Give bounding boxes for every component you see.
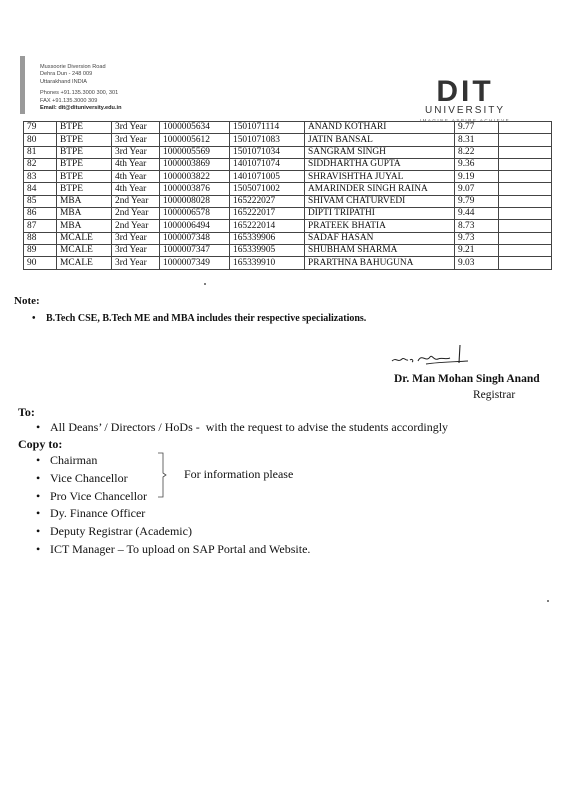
student-name-cell: PRATEEK BHATIA [305, 220, 455, 232]
cgpa-cell: 9.03 [455, 257, 499, 269]
serial-number-cell: 82 [24, 158, 57, 170]
roll-number-cell: 1505071002 [230, 183, 305, 195]
serial-number-cell: 90 [24, 257, 57, 269]
serial-number-cell: 88 [24, 232, 57, 244]
year-cell: 4th Year [112, 183, 160, 195]
cgpa-cell: 9.44 [455, 208, 499, 220]
branch-cell: MCALE [57, 244, 112, 256]
cgpa-cell: 8.31 [455, 134, 499, 146]
results-table-body [24, 122, 552, 270]
student-id-cell: 1000007349 [160, 257, 230, 269]
serial-number-cell: 81 [24, 146, 57, 158]
scan-speck [204, 283, 206, 285]
table-row [24, 158, 552, 170]
empty-cell [499, 171, 552, 183]
student-name-cell: DIPTI TRIPATHI [305, 208, 455, 220]
student-name-cell: SHUBHAM SHARMA [305, 244, 455, 256]
address-line-1: Mussoorie Diversion Road [40, 64, 106, 70]
student-name-cell: PRARTHNA BAHUGUNA [305, 257, 455, 269]
table-row [24, 171, 552, 183]
table-row [24, 232, 552, 244]
branch-cell: MBA [57, 195, 112, 207]
branch-cell: BTPE [57, 158, 112, 170]
copy-to-item-text: Pro Vice Chancellor [50, 488, 148, 503]
student-name-cell: SHRAVISHTHA JUYAL [305, 171, 455, 183]
phone-line: Phones +91.135.3000 300, 301 [40, 90, 119, 97]
table-row [24, 195, 552, 207]
roll-number-cell: 1501071034 [230, 146, 305, 158]
student-name-cell: SHIVAM CHATURVEDI [305, 195, 455, 207]
student-id-cell: 1000005569 [160, 146, 230, 158]
serial-number-cell: 85 [24, 195, 57, 207]
note-text: B.Tech CSE, B.Tech ME and MBA includes their respective specializations. [46, 313, 367, 324]
branch-cell: MBA [57, 220, 112, 232]
address-line-2: Dehra Dun - 248 009 [40, 71, 93, 78]
university-address [40, 64, 122, 112]
address-line-3: Uttarakhand INDIA [40, 78, 87, 85]
cgpa-cell: 8.73 [455, 220, 499, 232]
empty-cell [499, 220, 552, 232]
roll-number-cell: 165222027 [230, 195, 305, 207]
cgpa-cell: 9.77 [455, 122, 499, 134]
year-cell: 3rd Year [112, 146, 160, 158]
copy-to-item-text: ICT Manager – To upload on SAP Portal and Website. [50, 541, 311, 556]
student-name-cell: SANGRAM SINGH [305, 146, 455, 158]
branch-cell: MCALE [57, 232, 112, 244]
student-id-cell: 1000007347 [160, 244, 230, 256]
serial-number-cell: 86 [24, 208, 57, 220]
cgpa-cell: 9.07 [455, 183, 499, 195]
signature-icon [388, 341, 480, 369]
empty-cell [499, 195, 552, 207]
cgpa-cell: 9.19 [455, 171, 499, 183]
results-table [23, 121, 552, 270]
year-cell: 2nd Year [112, 208, 160, 220]
table-row [24, 244, 552, 256]
branch-cell: BTPE [57, 146, 112, 158]
student-name-cell: ANAND KOTHARI [305, 122, 455, 134]
copy-to-item-text: Chairman [50, 453, 98, 467]
scan-speck [547, 600, 549, 602]
student-id-cell: 1000006578 [160, 208, 230, 220]
for-information-note: For information please [184, 467, 294, 481]
student-name-cell: SIDDHARTHA GUPTA [305, 158, 455, 170]
copy-to-heading: Copy to: [18, 437, 63, 451]
year-cell: 2nd Year [112, 220, 160, 232]
table-row [24, 183, 552, 195]
serial-number-cell: 84 [24, 183, 57, 195]
year-cell: 3rd Year [112, 134, 160, 146]
roll-number-cell: 1501071083 [230, 134, 305, 146]
empty-cell [499, 134, 552, 146]
bullet-icon: • [36, 420, 41, 434]
signatory-name: Dr. Man Mohan Singh Anand [394, 373, 540, 385]
roll-number-cell: 165339906 [230, 232, 305, 244]
letterhead-bar [20, 56, 25, 114]
year-cell: 3rd Year [112, 232, 160, 244]
empty-cell [499, 146, 552, 158]
table-row [24, 208, 552, 220]
email-line: Email: dit@dituniversity.edu.in [40, 105, 122, 112]
cgpa-cell: 8.22 [455, 146, 499, 158]
branch-cell: MBA [57, 208, 112, 220]
roll-number-cell: 165222014 [230, 220, 305, 232]
bullet-icon: • [36, 470, 41, 485]
year-cell: 4th Year [112, 158, 160, 170]
serial-number-cell: 79 [24, 122, 57, 134]
note-heading: Note: [14, 295, 40, 307]
copy-to-item [36, 505, 310, 523]
table-row [24, 220, 552, 232]
roll-number-cell: 1501071114 [230, 122, 305, 134]
student-id-cell: 1000005634 [160, 122, 230, 134]
cgpa-cell: 9.73 [455, 232, 499, 244]
logo-subtext: UNIVERSITY [424, 105, 505, 116]
serial-number-cell: 83 [24, 171, 57, 183]
bullet-icon: • [36, 541, 41, 556]
cgpa-cell: 9.36 [455, 158, 499, 170]
copy-to-item-text: Dy. Finance Officer [50, 506, 146, 521]
student-id-cell: 1000003876 [160, 183, 230, 195]
student-id-cell: 1000005612 [160, 134, 230, 146]
roll-number-cell: 1401071074 [230, 158, 305, 170]
roll-number-cell: 165222017 [230, 208, 305, 220]
to-heading: To: [18, 405, 35, 419]
logo-tagline: IMAGINE ASPIRE ACHIEVE [419, 118, 511, 123]
year-cell: 4th Year [112, 171, 160, 183]
dit-university-logo [415, 75, 515, 123]
serial-number-cell: 87 [24, 220, 57, 232]
table-row [24, 257, 552, 269]
year-cell: 3rd Year [112, 244, 160, 256]
student-id-cell: 1000007348 [160, 232, 230, 244]
student-id-cell: 1000003822 [160, 171, 230, 183]
signatory-title: Registrar [473, 389, 516, 401]
branch-cell: BTPE [57, 134, 112, 146]
copy-to-item-text: Deputy Registrar (Academic) [50, 524, 192, 539]
table-row [24, 134, 552, 146]
letterhead [20, 56, 550, 122]
year-cell: 2nd Year [112, 195, 160, 207]
branch-cell: BTPE [57, 183, 112, 195]
bullet-icon: • [36, 506, 41, 521]
branch-cell: MCALE [57, 257, 112, 269]
empty-cell [499, 122, 552, 134]
bullet-icon: • [32, 313, 36, 324]
branch-cell: BTPE [57, 122, 112, 134]
student-id-cell: 1000006494 [160, 220, 230, 232]
empty-cell [499, 158, 552, 170]
student-name-cell: SADAF HASAN [305, 232, 455, 244]
branch-cell: BTPE [57, 171, 112, 183]
logo-text: DIT [436, 75, 494, 108]
roll-number-cell: 1401071005 [230, 171, 305, 183]
to-recipients: All Deans’ / Directors / HoDs - [50, 420, 200, 434]
table-row [24, 122, 552, 134]
empty-cell [499, 232, 552, 244]
fax-line: FAX +91.135.3000 309 [40, 97, 98, 104]
empty-cell [499, 208, 552, 220]
bullet-icon: • [36, 453, 41, 467]
roll-number-cell: 165339905 [230, 244, 305, 256]
to-request: with the request to advise the students accordingly [205, 420, 449, 434]
year-cell: 3rd Year [112, 122, 160, 134]
student-name-cell: AMARINDER SINGH RAINA [305, 183, 455, 195]
to-item [36, 420, 448, 435]
cgpa-cell: 9.79 [455, 195, 499, 207]
right-brace-icon [157, 452, 167, 498]
empty-cell [499, 244, 552, 256]
roll-number-cell: 165339910 [230, 257, 305, 269]
student-id-cell: 1000003869 [160, 158, 230, 170]
cgpa-cell: 9.21 [455, 244, 499, 256]
bullet-icon: • [36, 524, 41, 539]
empty-cell [499, 183, 552, 195]
serial-number-cell: 89 [24, 244, 57, 256]
copy-to-item [36, 523, 310, 541]
empty-cell [499, 257, 552, 269]
copy-to-item [36, 541, 310, 559]
serial-number-cell: 80 [24, 134, 57, 146]
student-name-cell: JATIN BANSAL [305, 134, 455, 146]
copy-to-item [36, 488, 310, 506]
student-id-cell: 1000008028 [160, 195, 230, 207]
table-row [24, 146, 552, 158]
year-cell: 3rd Year [112, 257, 160, 269]
note-item [32, 313, 366, 324]
bullet-icon: • [36, 488, 41, 503]
copy-to-item-text: Vice Chancellor [50, 470, 128, 485]
